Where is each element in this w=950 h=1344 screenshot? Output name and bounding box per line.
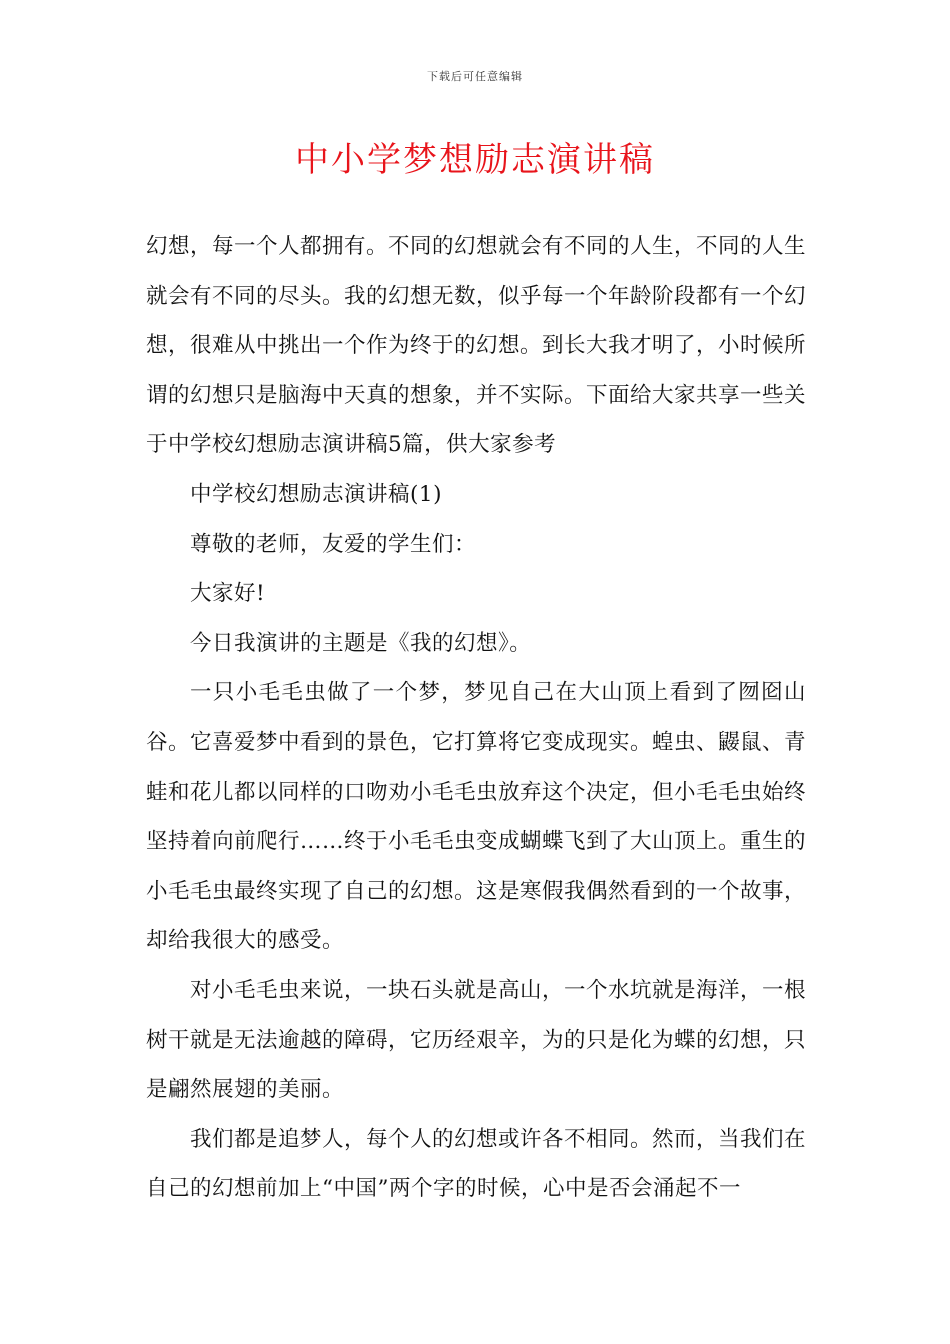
reflection-paragraph: 对小毛毛虫来说，一块石头就是高山，一个水坑就是海洋，一根树干就是无法逾越的障碍，它历经艰辛，为的只是化为蝶的幻想，只是翩然展翅的美丽。	[146, 977, 807, 1103]
header-note: 下载后可任意编辑	[427, 70, 523, 83]
intro-paragraph: 幻想，每一个人都拥有。不同的幻想就会有不同的人生，不同的人生就会有不同的尽头。我的幻想无数，似乎每一个年龄阶段都有一个幻想，很难从中挑出一个作为终于的幻想。到长大我才明了，小时候所谓的幻想只是脑海中天真的想象，并不实际。下面给大家共享一些关于中学校幻想励志演讲稿5篇，供大家参考	[146, 234, 807, 458]
topic-paragraph: 今日我演讲的主题是《我的幻想》。	[190, 630, 532, 656]
dream-paragraph: 我们都是追梦人，每个人的幻想或许各不相同。然而，当我们在自己的幻想前加上“中国”两个字的时候，心中是否会涌起不一	[146, 1126, 807, 1202]
document-title: 中小学梦想励志演讲稿	[295, 140, 655, 180]
document-body	[146, 222, 806, 1214]
story-paragraph: 一只小毛毛虫做了一个梦，梦见自己在大山顶上看到了囫囵山谷。它喜爱梦中看到的景色，它打算将它变成现实。蝗虫、鼹鼠、青蛙和花儿都以同样的口吻劝小毛毛虫放弃这个决定，但小毛毛虫始终坚持着向前爬行……终于小毛毛虫变成蝴蝶飞到了大山顶上。重生的小毛毛虫最终实现了自己的幻想。这是寒假我偶然看到的一个故事，却给我很大的感受。	[146, 680, 807, 954]
salutation: 尊敬的老师，友爱的学生们：	[190, 531, 477, 557]
greeting: 大家好!	[190, 581, 266, 607]
speech-heading: 中学校幻想励志演讲稿(1)	[190, 481, 442, 507]
